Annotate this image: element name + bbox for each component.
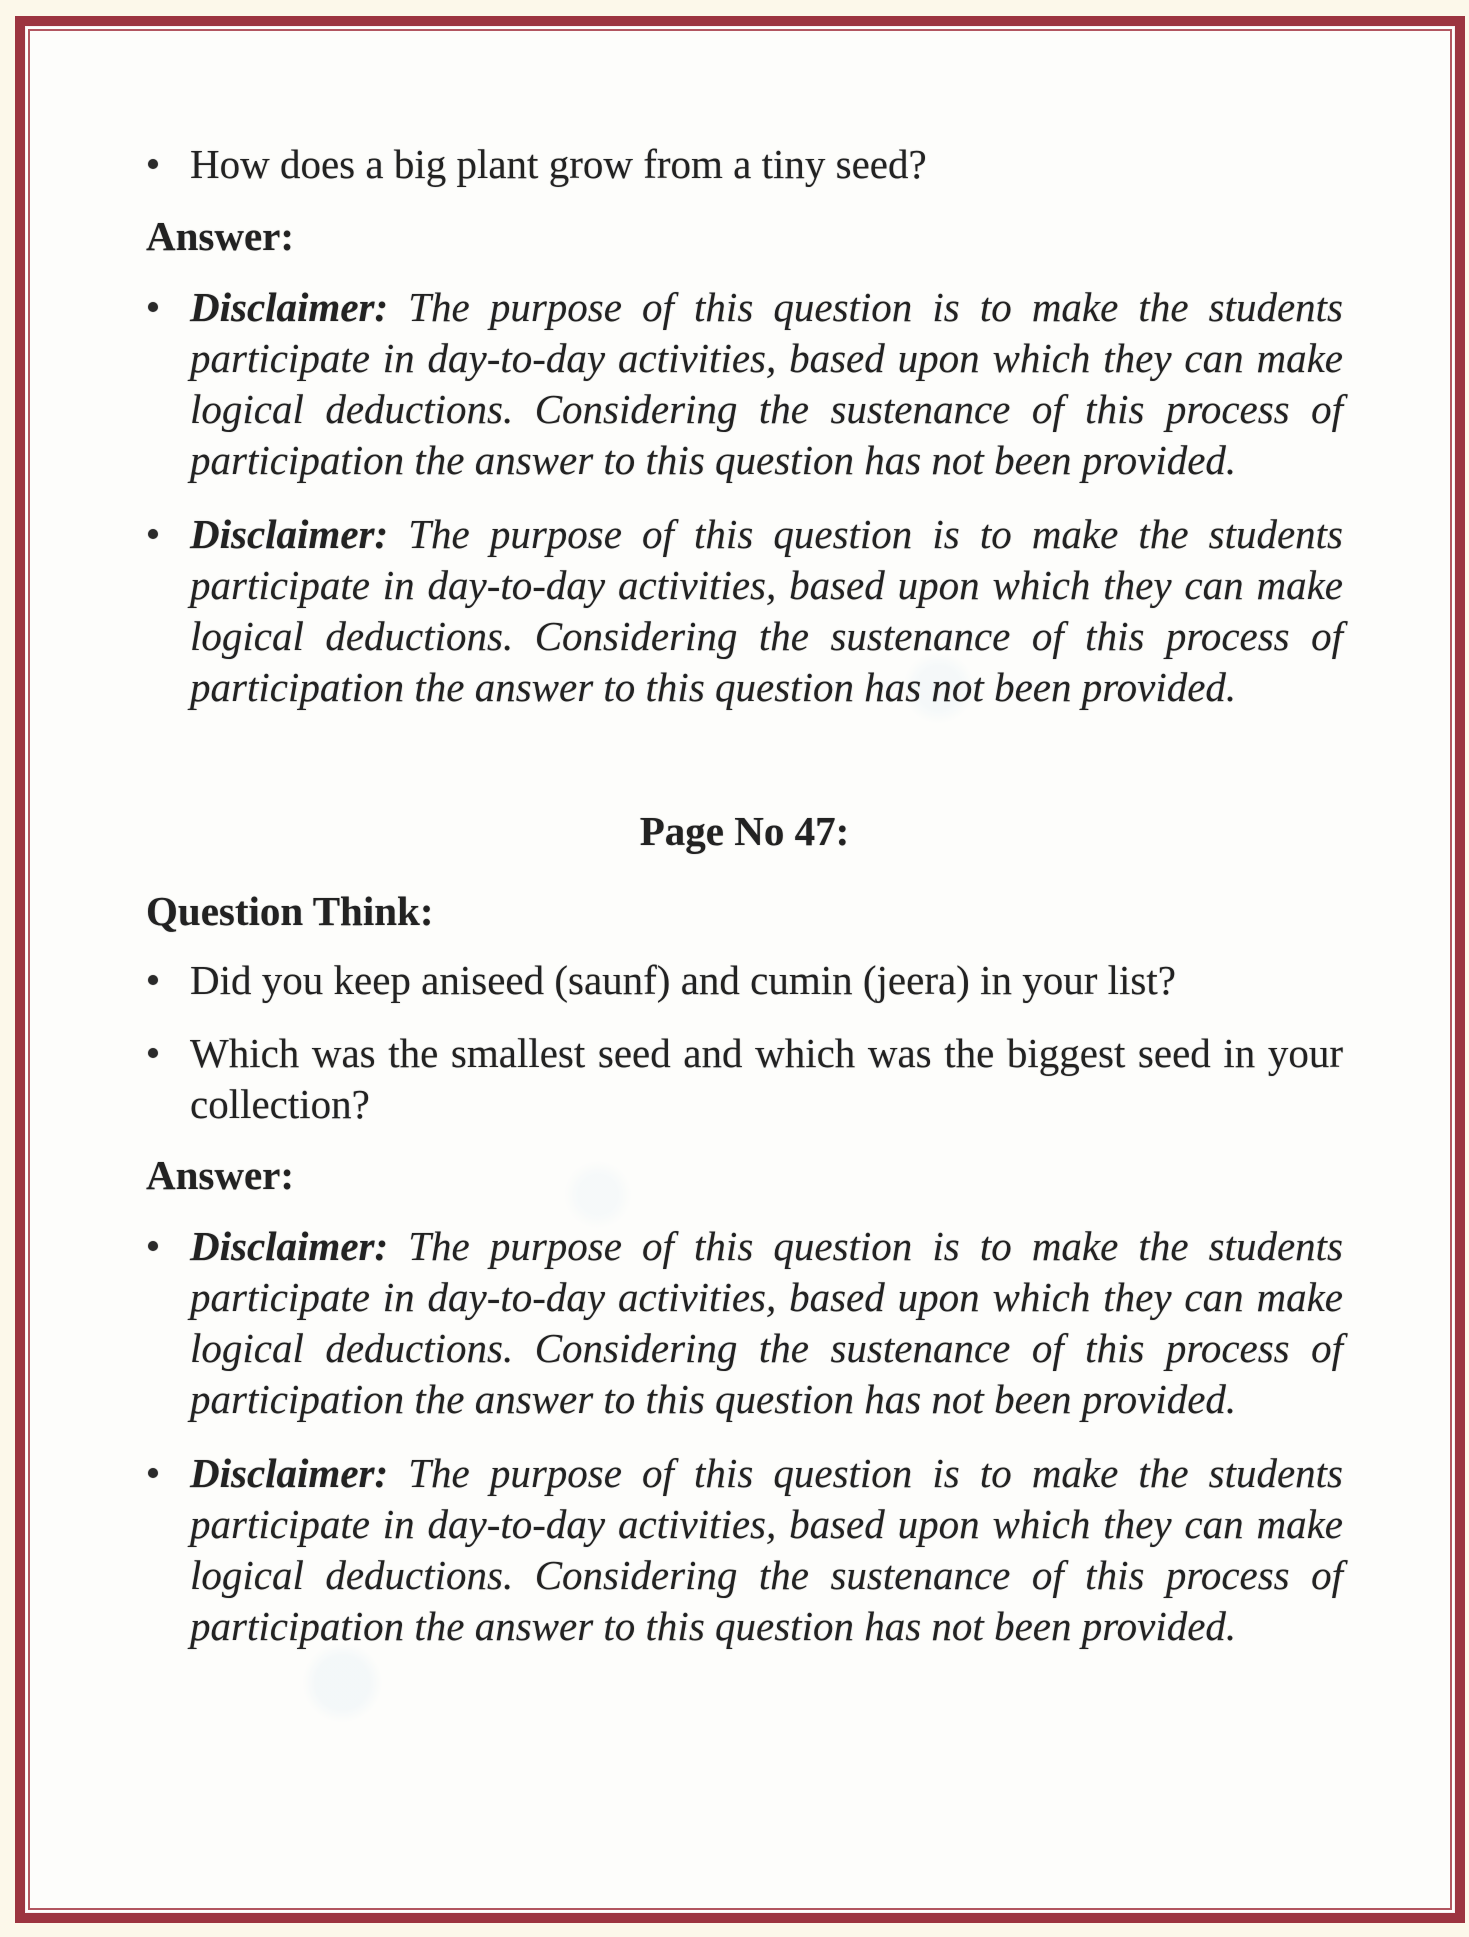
bullet-icon (148, 1048, 158, 1058)
disclaimer-body: The purpose of this question is to make the students participate in day-to-day activities, based upon which they can make logical deductions. Considering the sustenance of this process of participation the answer to this question has not been provided. (190, 1223, 1344, 1422)
page-frame-outer (15, 16, 1465, 1923)
disclaimer-item (146, 1448, 1343, 1652)
disclaimer-paragraph (190, 1448, 1343, 1652)
disclaimer-body: The purpose of this question is to make the students participate in day-to-day activities, based upon which they can make logical deductions. Considering the sustenance of this process of participation the answer to this question has not been provided. (190, 1450, 1344, 1649)
disclaimer-paragraph (190, 1221, 1343, 1425)
question-think-label: Question Think: (146, 888, 434, 934)
disclaimer-paragraph (190, 282, 1343, 486)
disclaimer-item (146, 282, 1343, 486)
bullet-icon (148, 529, 158, 539)
disclaimer-body: The purpose of this question is to make the students participate in day-to-day activities, based upon which they can make logical deductions. Considering the sustenance of this process of participation the answer to this question has not been provided. (190, 284, 1344, 483)
bullet-icon (148, 302, 158, 312)
bullet-icon (148, 975, 158, 985)
disclaimer-lead: Disclaimer: (190, 511, 389, 557)
disclaimer-lead: Disclaimer: (190, 284, 389, 330)
disclaimer-item (146, 1221, 1343, 1425)
question-text: Which was the smallest seed and which was the biggest seed in your collection? (190, 1030, 1343, 1127)
disclaimer-item (146, 509, 1343, 713)
list-item (146, 139, 1343, 190)
bullet-icon (148, 1468, 158, 1478)
disclaimer-paragraph (190, 509, 1343, 713)
list-item (146, 955, 1343, 1006)
bullet-icon (148, 159, 158, 169)
page-heading: Page No 47: (639, 808, 850, 854)
disclaimer-lead: Disclaimer: (190, 1450, 389, 1496)
page-frame-inner (28, 29, 1452, 1910)
question-text: Did you keep aniseed (saunf) and cumin (jeera) in your list? (190, 957, 1176, 1003)
list-item (146, 1028, 1343, 1130)
bullet-icon (148, 1241, 158, 1251)
disclaimer-lead: Disclaimer: (190, 1223, 389, 1269)
answer-label: Answer: (146, 213, 295, 259)
disclaimer-body: The purpose of this question is to make the students participate in day-to-day activities, based upon which they can make logical deductions. Considering the sustenance of this process of participation the answer to this question has not been provided. (190, 511, 1344, 710)
answer-label: Answer: (146, 1152, 295, 1198)
document-body (30, 31, 1450, 1908)
question-text: How does a big plant grow from a tiny seed? (190, 141, 927, 187)
